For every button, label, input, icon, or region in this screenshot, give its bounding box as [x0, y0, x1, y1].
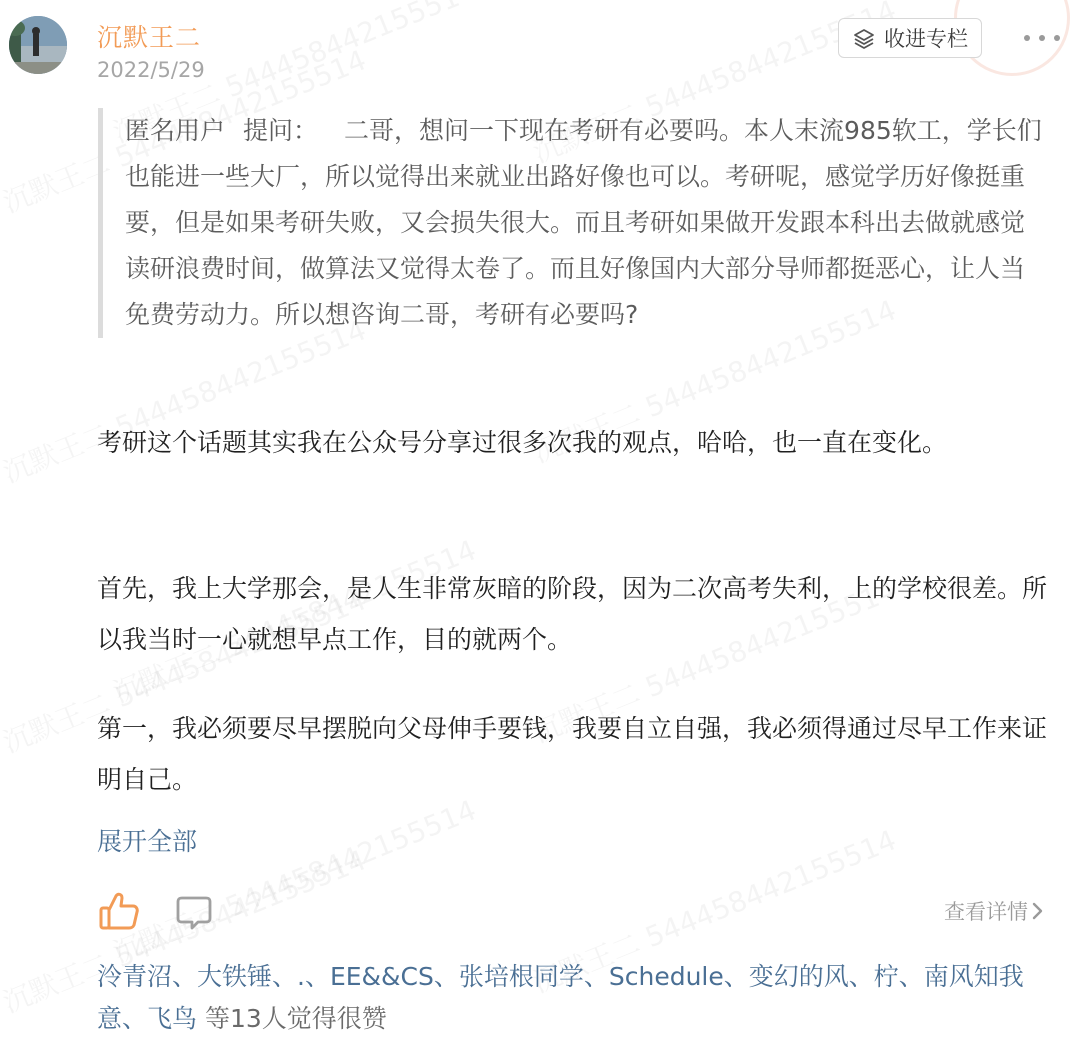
- answer-paragraph: 首先，我上大学那会，是人生非常灰暗的阶段，因为二次高考失利，上的学校很差。所以我当时一心就想早点工作，目的就两个。: [97, 574, 1048, 654]
- collect-to-column-button[interactable]: [838, 18, 982, 58]
- comment-button[interactable]: [174, 893, 214, 933]
- likers-count: 等13人觉得很赞: [197, 1004, 387, 1033]
- avatar[interactable]: [9, 16, 67, 74]
- answer-paragraph: 第一，我必须要尽早摆脱向父母伸手要钱，我要自立自强，我必须得通过尽早工作来证明自己。: [97, 714, 1048, 794]
- collect-label: 收进专栏: [884, 27, 968, 51]
- like-button[interactable]: [98, 890, 140, 932]
- chevron-right-icon: [1032, 902, 1044, 920]
- thumbs-up-icon: [98, 890, 140, 932]
- expand-all-link[interactable]: 展开全部: [97, 827, 198, 856]
- answer-paragraph: 考研这个话题其实我在公众号分享过很多次我的观点，哈哈，也一直在变化。: [97, 428, 948, 457]
- watermark: [107, 789, 482, 971]
- view-details-label: 查看详情: [944, 900, 1028, 924]
- comment-icon: [174, 893, 214, 933]
- view-details-link[interactable]: [944, 896, 1044, 926]
- more-options-icon[interactable]: [1024, 28, 1060, 48]
- post-header: [0, 0, 1080, 100]
- question-text: 二哥，想问一下现在考研有必要吗。本人末流985软工，学长们也能进一些大厂，所以觉得出来就业出路好像也可以。考研呢，感觉学历好像挺重要，但是如果考研失败，又会损失很大。而且考研如果做开发跟本科出去做就感觉读研浪费时间，做算法又觉得太卷了。而且好像国内大部分导师都挺恶心，让人当免费劳动力。所以想咨询二哥，考研有必要吗?: [125, 116, 1042, 329]
- layers-icon: [852, 27, 876, 49]
- question-user: 匿名用户: [125, 116, 226, 145]
- question-label: 提问：: [243, 116, 319, 145]
- likers-list: [97, 956, 1057, 1040]
- post-date: 2022/5/29: [97, 58, 205, 82]
- question-quote: [98, 108, 1048, 338]
- author-name[interactable]: 沉默王二: [97, 23, 202, 52]
- likers-names[interactable]: 泠青沼、大铁锤、.、EE&&CS、张培根同学、Schedule、变幻的风、柠、南风知我意、飞鸟: [97, 962, 1024, 1033]
- avatar-image: [9, 16, 67, 74]
